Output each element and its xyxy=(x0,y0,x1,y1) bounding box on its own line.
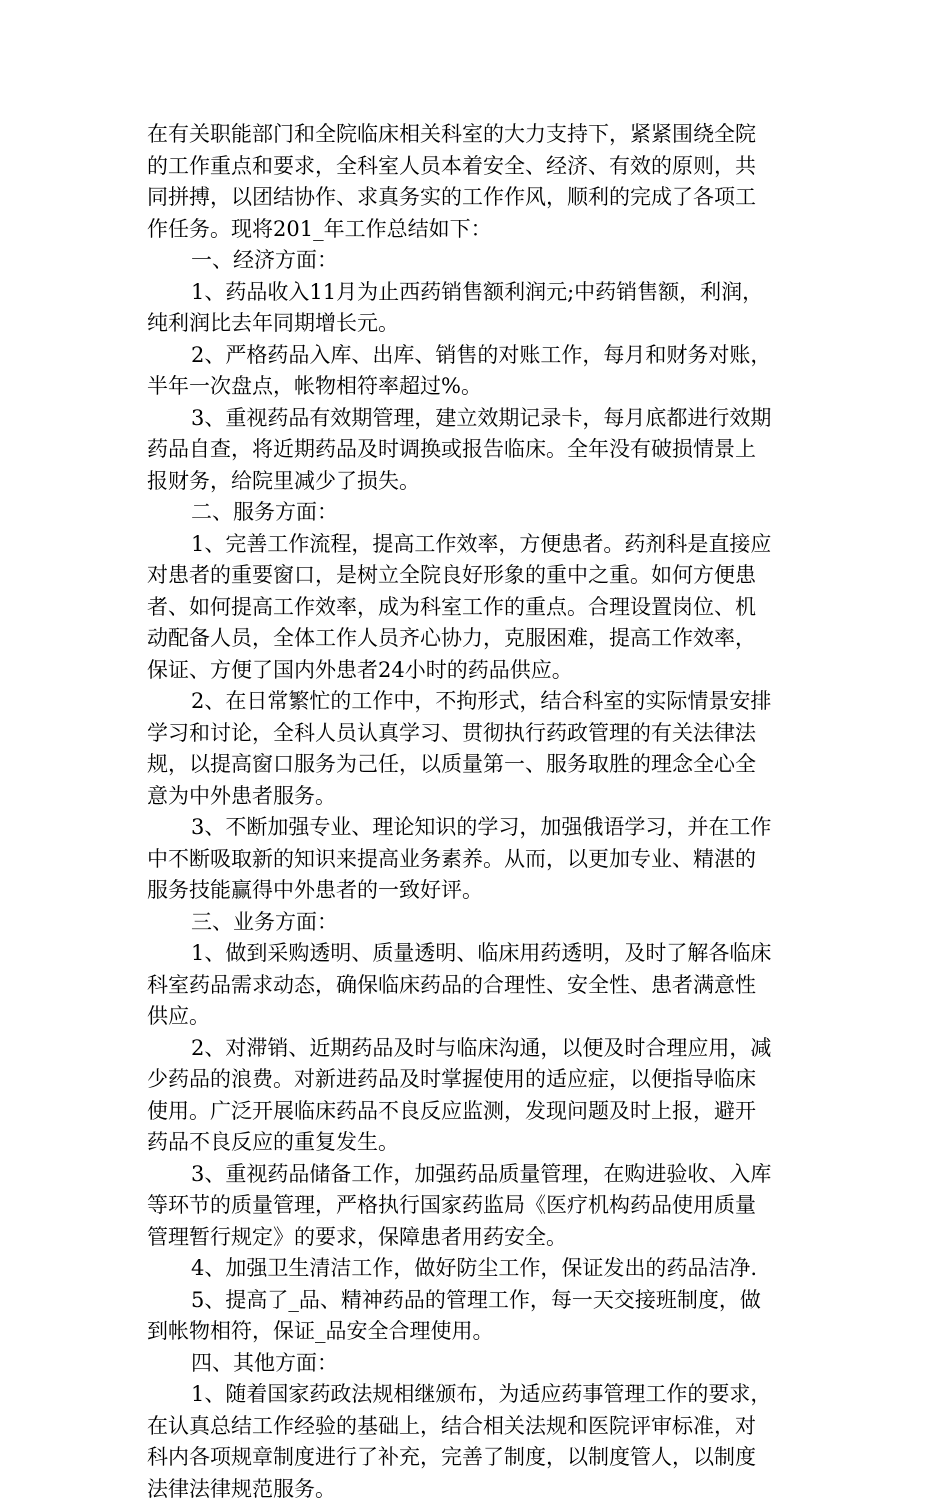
text-line: 作任务。现将201_年工作总结如下： xyxy=(147,214,807,246)
text-line: 者、如何提高工作效率，成为科室工作的重点。合理设置岗位、机 xyxy=(147,592,807,624)
text-line: 在认真总结工作经验的基础上，结合相关法规和医院评审标准，对 xyxy=(147,1411,807,1443)
text-line: 1、药品收入11月为止西药销售额利润元;中药销售额，利润， xyxy=(147,277,807,309)
text-line: 纯利润比去年同期增长元。 xyxy=(147,308,807,340)
text-line: 报财务，给院里减少了损失。 xyxy=(147,466,807,498)
text-line: 四、其他方面： xyxy=(147,1348,807,1380)
text-line: 2、在日常繁忙的工作中，不拘形式，结合科室的实际情景安排 xyxy=(147,686,807,718)
text-line: 3、不断加强专业、理论知识的学习，加强俄语学习，并在工作 xyxy=(147,812,807,844)
text-line: 4、加强卫生清洁工作，做好防尘工作，保证发出的药品洁净. xyxy=(147,1253,807,1285)
text-line: 服务技能赢得中外患者的一致好评。 xyxy=(147,875,807,907)
text-line: 到帐物相符，保证_品安全合理使用。 xyxy=(147,1316,807,1348)
text-line: 科室药品需求动态，确保临床药品的合理性、安全性、患者满意性 xyxy=(147,970,807,1002)
text-line: 3、重视药品有效期管理，建立效期记录卡，每月底都进行效期 xyxy=(147,403,807,435)
text-line: 意为中外患者服务。 xyxy=(147,781,807,813)
text-line: 药品不良反应的重复发生。 xyxy=(147,1127,807,1159)
text-line: 3、重视药品储备工作，加强药品质量管理，在购进验收、入库 xyxy=(147,1159,807,1191)
text-line: 保证、方便了国内外患者24小时的药品供应。 xyxy=(147,655,807,687)
text-line: 科内各项规章制度进行了补充，完善了制度，以制度管人，以制度 xyxy=(147,1442,807,1474)
text-line: 等环节的质量管理，严格执行国家药监局《医疗机构药品使用质量 xyxy=(147,1190,807,1222)
text-line: 在有关职能部门和全院临床相关科室的大力支持下，紧紧围绕全院 xyxy=(147,119,807,151)
text-line: 药品自查，将近期药品及时调换或报告临床。全年没有破损情景上 xyxy=(147,434,807,466)
text-line: 使用。广泛开展临床药品不良反应监测，发现问题及时上报，避开 xyxy=(147,1096,807,1128)
text-line: 5、提高了_品、精神药品的管理工作，每一天交接班制度，做 xyxy=(147,1285,807,1317)
text-line: 同拼搏，以团结协作、求真务实的工作作风，顺利的完成了各项工 xyxy=(147,182,807,214)
text-line: 1、随着国家药政法规相继颁布，为适应药事管理工作的要求， xyxy=(147,1379,807,1411)
text-line: 1、完善工作流程，提高工作效率，方便患者。药剂科是直接应 xyxy=(147,529,807,561)
text-line: 1、做到采购透明、质量透明、临床用药透明，及时了解各临床 xyxy=(147,938,807,970)
text-line: 管理暂行规定》的要求，保障患者用药安全。 xyxy=(147,1222,807,1254)
text-line: 2、对滞销、近期药品及时与临床沟通，以便及时合理应用，减 xyxy=(147,1033,807,1065)
text-line: 动配备人员，全体工作人员齐心协力，克服困难，提高工作效率， xyxy=(147,623,807,655)
text-line: 学习和讨论，全科人员认真学习、贯彻执行药政管理的有关法律法 xyxy=(147,718,807,750)
text-line: 法律法律规范服务。 xyxy=(147,1474,807,1505)
text-line: 半年一次盘点，帐物相符率超过%。 xyxy=(147,371,807,403)
document-body xyxy=(147,119,807,1505)
text-line: 对患者的重要窗口，是树立全院良好形象的重中之重。如何方便患 xyxy=(147,560,807,592)
text-line: 三、业务方面： xyxy=(147,907,807,939)
text-line: 中不断吸取新的知识来提高业务素养。从而，以更加专业、精湛的 xyxy=(147,844,807,876)
text-line: 的工作重点和要求，全科室人员本着安全、经济、有效的原则，共 xyxy=(147,151,807,183)
text-line: 二、服务方面： xyxy=(147,497,807,529)
text-line: 一、经济方面： xyxy=(147,245,807,277)
text-line: 规，以提高窗口服务为己任，以质量第一、服务取胜的理念全心全 xyxy=(147,749,807,781)
text-line: 2、严格药品入库、出库、销售的对账工作，每月和财务对账， xyxy=(147,340,807,372)
text-line: 少药品的浪费。对新进药品及时掌握使用的适应症，以便指导临床 xyxy=(147,1064,807,1096)
text-line: 供应。 xyxy=(147,1001,807,1033)
